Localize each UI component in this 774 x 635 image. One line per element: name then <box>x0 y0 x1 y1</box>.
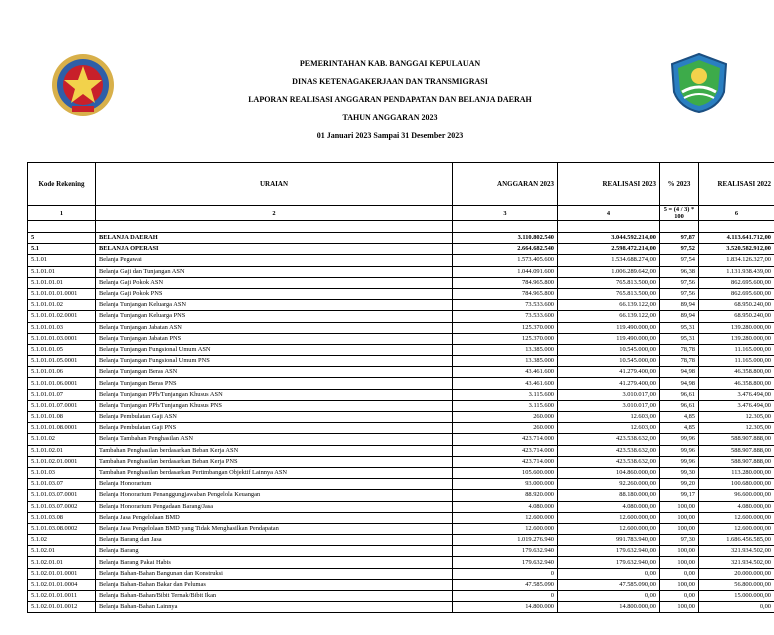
cell-anggaran: 4.080.000 <box>453 501 558 512</box>
cell-anggaran: 43.461.600 <box>453 378 558 389</box>
table-row <box>28 300 774 311</box>
cell-realisasi: 3.010.017,00 <box>558 400 660 411</box>
cell-realisasi: 765.813.500,00 <box>558 288 660 299</box>
cell-anggaran: 73.533.600 <box>453 311 558 322</box>
cell-uraian: Belanja Pembulatan Gaji ASN <box>96 412 453 423</box>
cell-anggaran: 88.920.000 <box>453 490 558 501</box>
cell-kode: 5.1.01.01.08 <box>28 412 96 423</box>
table-row <box>28 333 774 344</box>
col-number: 2 <box>96 206 453 221</box>
cell-realisasi: 423.538.632,00 <box>558 434 660 445</box>
cell-realisasi-lalu: 56.800.000,00 <box>699 579 774 590</box>
cell-anggaran: 179.632.940 <box>453 557 558 568</box>
cell-uraian: Belanja Tunjangan Fungsional Umum PNS <box>96 356 453 367</box>
cell-realisasi-lalu: 12.600.000,00 <box>699 512 774 523</box>
cell-uraian: Belanja Jasa Pengelolaan BMD yang Tidak Menghasilkan Pendapatan <box>96 523 453 534</box>
cell-realisasi: 12.600.000,00 <box>558 523 660 534</box>
cell-realisasi-lalu: 4.113.641.712,00 <box>699 233 774 244</box>
cell-realisasi: 66.139.122,00 <box>558 300 660 311</box>
cell-realisasi: 10.545.000,00 <box>558 356 660 367</box>
spacer-row <box>28 221 774 233</box>
cell-kode: 5.1.01.01.08.0001 <box>28 423 96 434</box>
cell-kode: 5.1.02.01 <box>28 546 96 557</box>
cell-kode: 5.1.01.02.01.0001 <box>28 456 96 467</box>
cell-realisasi-lalu: 321.934.502,00 <box>699 557 774 568</box>
cell-realisasi-lalu: 0,00 <box>699 602 774 613</box>
cell-realisasi: 4.080.000,00 <box>558 501 660 512</box>
cell-anggaran: 1.044.091.600 <box>453 266 558 277</box>
table-row <box>28 602 774 613</box>
cell-realisasi-lalu: 4.080.000,00 <box>699 501 774 512</box>
cell-kode: 5.1.01.01.06.0001 <box>28 378 96 389</box>
cell-uraian: Belanja Bahan-Bahan Bangunan dan Konstruksi <box>96 568 453 579</box>
cell-realisasi-lalu: 11.165.000,00 <box>699 356 774 367</box>
cell-anggaran: 105.600.000 <box>453 467 558 478</box>
table-row <box>28 467 774 478</box>
table-row <box>28 445 774 456</box>
col-number: 1 <box>28 206 96 221</box>
cell-realisasi-lalu: 3.476.494,00 <box>699 389 774 400</box>
cell-uraian: Belanja Bahan-Bahan Bakar dan Pelumas <box>96 579 453 590</box>
cell-persen: 100,00 <box>660 512 699 523</box>
cell-uraian: Belanja Honorarium Pengadaan Barang/Jasa <box>96 501 453 512</box>
cell-uraian: Belanja Pembulatan Gaji PNS <box>96 423 453 434</box>
cell-uraian: Tambahan Penghasilan berdasarkan Beban Kerja ASN <box>96 445 453 456</box>
cell-anggaran: 3.110.802.540 <box>453 233 558 244</box>
cell-persen: 4,85 <box>660 412 699 423</box>
cell-kode: 5.1.01.01.05 <box>28 344 96 355</box>
cell-realisasi-lalu: 12.305,00 <box>699 423 774 434</box>
cell-anggaran: 784.965.800 <box>453 288 558 299</box>
cell-persen: 100,00 <box>660 501 699 512</box>
cell-anggaran: 0 <box>453 568 558 579</box>
cell-realisasi: 423.538.632,00 <box>558 456 660 467</box>
cell-kode: 5.1.02.01.01.0004 <box>28 579 96 590</box>
cell-realisasi-lalu: 68.950.240,00 <box>699 311 774 322</box>
cell-realisasi-lalu: 862.695.600,00 <box>699 277 774 288</box>
cell-kode: 5.1.01.01.03 <box>28 322 96 333</box>
cell-uraian: Belanja Tunjangan Fungsional Umum ASN <box>96 344 453 355</box>
cell-uraian: Belanja Gaji Pokok ASN <box>96 277 453 288</box>
table-row <box>28 255 774 266</box>
cell-uraian: Belanja Tunjangan Keluarga PNS <box>96 311 453 322</box>
cell-uraian: Belanja Honorarium <box>96 479 453 490</box>
cell-kode: 5.1.02.01.01.0011 <box>28 591 96 602</box>
cell-kode: 5.1.01.01.07 <box>28 389 96 400</box>
cell-persen: 100,00 <box>660 579 699 590</box>
cell-persen: 94,98 <box>660 378 699 389</box>
table-row <box>28 501 774 512</box>
cell-persen: 99,30 <box>660 467 699 478</box>
cell-realisasi: 1.534.688.274,00 <box>558 255 660 266</box>
cell-anggaran: 12.600.000 <box>453 512 558 523</box>
cell-persen: 100,00 <box>660 602 699 613</box>
cell-realisasi-lalu: 862.695.600,00 <box>699 288 774 299</box>
table-row <box>28 523 774 534</box>
table-row <box>28 490 774 501</box>
cell-realisasi: 765.813.500,00 <box>558 277 660 288</box>
cell-realisasi-lalu: 12.305,00 <box>699 412 774 423</box>
cell-anggaran: 0 <box>453 591 558 602</box>
cell-uraian: Belanja Tunjangan Beras ASN <box>96 367 453 378</box>
cell-persen: 97,56 <box>660 288 699 299</box>
table-row <box>28 546 774 557</box>
table-row <box>28 356 774 367</box>
cell-kode: 5.1.01.01.02 <box>28 300 96 311</box>
table-row <box>28 568 774 579</box>
cell-persen: 95,31 <box>660 333 699 344</box>
cell-uraian: Tambahan Penghasilan berdasarkan Beban Kerja PNS <box>96 456 453 467</box>
cell-persen: 4,85 <box>660 423 699 434</box>
cell-kode: 5.1.01.01.03.0001 <box>28 333 96 344</box>
cell-kode: 5.1.01.03.08.0002 <box>28 523 96 534</box>
cell-persen: 99,96 <box>660 456 699 467</box>
cell-realisasi-lalu: 588.907.888,00 <box>699 434 774 445</box>
col-header-realisasi-lalu: REALISASI 2022 <box>699 163 774 206</box>
cell-kode: 5.1.01.01.05.0001 <box>28 356 96 367</box>
cell-realisasi: 47.585.090,00 <box>558 579 660 590</box>
cell-anggaran: 12.600.000 <box>453 523 558 534</box>
table-row <box>28 412 774 423</box>
cell-anggaran: 13.385.000 <box>453 344 558 355</box>
cell-anggaran: 260.000 <box>453 423 558 434</box>
agency-name: DINAS KETENAGAKERJAAN DAN TRANSMIGRASI <box>292 77 488 86</box>
cell-anggaran: 179.632.940 <box>453 546 558 557</box>
cell-realisasi: 41.279.400,00 <box>558 378 660 389</box>
cell-realisasi-lalu: 1.834.126.327,00 <box>699 255 774 266</box>
cell-uraian: Belanja Bahan-Bahan/Bibit Ternak/Bibit Ikan <box>96 591 453 602</box>
cell-persen: 89,94 <box>660 300 699 311</box>
col-number: 6 <box>699 206 774 221</box>
table-row <box>28 378 774 389</box>
cell-uraian: Belanja Pegawai <box>96 255 453 266</box>
col-number: 4 <box>558 206 660 221</box>
cell-realisasi: 10.545.000,00 <box>558 344 660 355</box>
col-header-kode: Kode Rekening <box>28 163 96 206</box>
cell-persen: 99,20 <box>660 479 699 490</box>
cell-kode: 5.1.01.01.07.0001 <box>28 400 96 411</box>
cell-kode: 5 <box>28 233 96 244</box>
cell-kode: 5.1.01 <box>28 255 96 266</box>
cell-realisasi-lalu: 11.165.000,00 <box>699 344 774 355</box>
table-row <box>28 557 774 568</box>
cell-persen: 97,87 <box>660 233 699 244</box>
cell-uraian: Belanja Honorarium Penanggungjawaban Pengelola Keuangan <box>96 490 453 501</box>
cell-anggaran: 13.385.000 <box>453 356 558 367</box>
cell-realisasi: 66.139.122,00 <box>558 311 660 322</box>
cell-persen: 78,78 <box>660 356 699 367</box>
cell-persen: 97,52 <box>660 244 699 255</box>
cell-realisasi-lalu: 20.000.000,00 <box>699 568 774 579</box>
cell-kode: 5.1 <box>28 244 96 255</box>
cell-realisasi: 12.603,00 <box>558 423 660 434</box>
cell-anggaran: 47.585.090 <box>453 579 558 590</box>
cell-realisasi-lalu: 588.907.888,00 <box>699 456 774 467</box>
cell-kode: 5.1.01.02 <box>28 434 96 445</box>
cell-uraian: Belanja Tunjangan Beras PNS <box>96 378 453 389</box>
cell-anggaran: 784.965.800 <box>453 277 558 288</box>
table-row <box>28 233 774 244</box>
table-row <box>28 244 774 255</box>
cell-anggaran: 423.714.000 <box>453 434 558 445</box>
cell-kode: 5.1.01.03.08 <box>28 512 96 523</box>
table-row <box>28 344 774 355</box>
cell-anggaran: 1.019.276.940 <box>453 535 558 546</box>
cell-persen: 99,96 <box>660 434 699 445</box>
cell-uraian: Belanja Tambahan Penghasilan ASN <box>96 434 453 445</box>
cell-uraian: Belanja Barang dan Jasa <box>96 535 453 546</box>
cell-realisasi-lalu: 588.907.888,00 <box>699 445 774 456</box>
cell-kode: 5.1.02 <box>28 535 96 546</box>
cell-realisasi-lalu: 139.280.000,00 <box>699 322 774 333</box>
cell-realisasi: 0,00 <box>558 591 660 602</box>
table-row <box>28 512 774 523</box>
cell-realisasi: 88.180.000,00 <box>558 490 660 501</box>
cell-anggaran: 125.370.000 <box>453 322 558 333</box>
cell-persen: 0,00 <box>660 591 699 602</box>
cell-kode: 5.1.01.02.01 <box>28 445 96 456</box>
cell-realisasi: 119.490.000,00 <box>558 322 660 333</box>
cell-anggaran: 3.115.600 <box>453 400 558 411</box>
cell-realisasi: 3.010.017,00 <box>558 389 660 400</box>
cell-uraian: Belanja Bahan-Bahan Lainnya <box>96 602 453 613</box>
garuda-emblem-icon <box>50 52 116 118</box>
cell-uraian: Belanja Gaji Pokok PNS <box>96 288 453 299</box>
table-row <box>28 266 774 277</box>
cell-persen: 100,00 <box>660 557 699 568</box>
table-row <box>28 277 774 288</box>
col-header-uraian: URAIAN <box>96 163 453 206</box>
cell-kode: 5.1.01.03.07.0002 <box>28 501 96 512</box>
cell-uraian: BELANJA DAERAH <box>96 233 453 244</box>
report-header <box>0 0 774 160</box>
cell-uraian: Belanja Jasa Pengelolaan BMD <box>96 512 453 523</box>
cell-uraian: Belanja Tunjangan Jabatan PNS <box>96 333 453 344</box>
cell-realisasi: 12.600.000,00 <box>558 512 660 523</box>
table-row <box>28 423 774 434</box>
cell-persen: 100,00 <box>660 546 699 557</box>
cell-persen: 0,00 <box>660 568 699 579</box>
cell-kode: 5.1.01.03 <box>28 467 96 478</box>
cell-kode: 5.1.02.01.01.0012 <box>28 602 96 613</box>
cell-kode: 5.1.01.01.02.0001 <box>28 311 96 322</box>
table-row <box>28 389 774 400</box>
col-header-persen: % 2023 <box>660 163 699 206</box>
report-period: 01 Januari 2023 Sampai 31 Desember 2023 <box>316 131 464 140</box>
cell-anggaran: 43.461.600 <box>453 367 558 378</box>
cell-realisasi-lalu: 100.680.000,00 <box>699 479 774 490</box>
cell-realisasi: 423.538.632,00 <box>558 445 660 456</box>
cell-realisasi: 12.603,00 <box>558 412 660 423</box>
cell-kode: 5.1.02.01.01 <box>28 557 96 568</box>
cell-persen: 100,00 <box>660 523 699 534</box>
cell-anggaran: 3.115.600 <box>453 389 558 400</box>
cell-anggaran: 14.800.000 <box>453 602 558 613</box>
cell-realisasi-lalu: 46.358.800,00 <box>699 367 774 378</box>
cell-anggaran: 260.000 <box>453 412 558 423</box>
cell-uraian: BELANJA OPERASI <box>96 244 453 255</box>
cell-realisasi: 92.260.000,00 <box>558 479 660 490</box>
cell-persen: 97,56 <box>660 277 699 288</box>
cell-persen: 96,38 <box>660 266 699 277</box>
report-title: LAPORAN REALISASI ANGGARAN PENDAPATAN DAN BELANJA DAERAH <box>248 95 532 104</box>
col-header-anggaran: ANGGARAN 2023 <box>453 163 558 206</box>
report-titles <box>120 55 660 145</box>
cell-realisasi: 179.632.940,00 <box>558 546 660 557</box>
table-body <box>28 233 774 613</box>
cell-kode: 5.1.01.01.01 <box>28 277 96 288</box>
cell-realisasi: 991.783.940,00 <box>558 535 660 546</box>
cell-uraian: Belanja Barang <box>96 546 453 557</box>
budget-realization-table <box>27 162 774 613</box>
cell-realisasi-lalu: 96.600.000,00 <box>699 490 774 501</box>
cell-anggaran: 93.000.000 <box>453 479 558 490</box>
fiscal-year: TAHUN ANGGARAN 2023 <box>342 113 438 122</box>
table-row <box>28 535 774 546</box>
col-number: 3 <box>453 206 558 221</box>
cell-realisasi-lalu: 12.600.000,00 <box>699 523 774 534</box>
cell-persen: 95,31 <box>660 322 699 333</box>
cell-realisasi-lalu: 3.520.582.912,00 <box>699 244 774 255</box>
cell-anggaran: 125.370.000 <box>453 333 558 344</box>
cell-realisasi-lalu: 3.476.494,00 <box>699 400 774 411</box>
cell-realisasi-lalu: 15.000.000,00 <box>699 591 774 602</box>
cell-persen: 96,61 <box>660 389 699 400</box>
cell-uraian: Belanja Barang Pakai Habis <box>96 557 453 568</box>
cell-kode: 5.1.02.01.01.0001 <box>28 568 96 579</box>
cell-uraian: Belanja Gaji dan Tunjangan ASN <box>96 266 453 277</box>
cell-persen: 99,96 <box>660 445 699 456</box>
cell-persen: 99,17 <box>660 490 699 501</box>
cell-realisasi-lalu: 139.280.000,00 <box>699 333 774 344</box>
col-number: 5 = (4 / 3) * 100 <box>660 206 699 221</box>
cell-realisasi-lalu: 1.131.938.439,00 <box>699 266 774 277</box>
cell-realisasi-lalu: 113.280.000,00 <box>699 467 774 478</box>
cell-anggaran: 2.664.682.540 <box>453 244 558 255</box>
table-row <box>28 400 774 411</box>
table-row <box>28 579 774 590</box>
cell-persen: 96,61 <box>660 400 699 411</box>
table-row <box>28 322 774 333</box>
cell-realisasi: 1.006.289.642,00 <box>558 266 660 277</box>
cell-uraian: Belanja Tunjangan Keluarga ASN <box>96 300 453 311</box>
cell-kode: 5.1.01.03.07 <box>28 479 96 490</box>
cell-uraian: Belanja Tunjangan PPh/Tunjangan Khusus ASN <box>96 389 453 400</box>
cell-realisasi-lalu: 1.686.456.585,00 <box>699 535 774 546</box>
cell-persen: 78,78 <box>660 344 699 355</box>
cell-realisasi: 2.598.472.214,00 <box>558 244 660 255</box>
cell-realisasi: 179.632.940,00 <box>558 557 660 568</box>
government-name: PEMERINTAHAN KAB. BANGGAI KEPULAUAN <box>299 59 481 68</box>
table-row <box>28 456 774 467</box>
col-header-realisasi: REALISASI 2023 <box>558 163 660 206</box>
cell-persen: 97,54 <box>660 255 699 266</box>
regency-crest-icon <box>668 52 730 114</box>
cell-kode: 5.1.01.03.07.0001 <box>28 490 96 501</box>
cell-kode: 5.1.01.01.06 <box>28 367 96 378</box>
cell-uraian: Belanja Tunjangan Jabatan ASN <box>96 322 453 333</box>
table-row <box>28 434 774 445</box>
cell-realisasi-lalu: 68.950.240,00 <box>699 300 774 311</box>
cell-realisasi-lalu: 321.934.502,00 <box>699 546 774 557</box>
cell-kode: 5.1.01.01 <box>28 266 96 277</box>
cell-persen: 89,94 <box>660 311 699 322</box>
table-row <box>28 311 774 322</box>
cell-uraian: Belanja Tunjangan PPh/Tunjangan Khusus PNS <box>96 400 453 411</box>
cell-anggaran: 423.714.000 <box>453 456 558 467</box>
cell-realisasi: 14.800.000,00 <box>558 602 660 613</box>
cell-uraian: Tambahan Penghasilan berdasarkan Pertimbangan Objektif Lainnya ASN <box>96 467 453 478</box>
cell-realisasi: 0,00 <box>558 568 660 579</box>
table-row <box>28 288 774 299</box>
cell-realisasi-lalu: 46.358.800,00 <box>699 378 774 389</box>
cell-anggaran: 1.573.405.600 <box>453 255 558 266</box>
cell-persen: 94,98 <box>660 367 699 378</box>
cell-kode: 5.1.01.01.01.0001 <box>28 288 96 299</box>
cell-realisasi: 41.279.400,00 <box>558 367 660 378</box>
cell-anggaran: 423.714.000 <box>453 445 558 456</box>
cell-persen: 97,30 <box>660 535 699 546</box>
table-row <box>28 367 774 378</box>
table-row <box>28 479 774 490</box>
cell-realisasi: 119.490.000,00 <box>558 333 660 344</box>
cell-realisasi: 3.044.592.214,00 <box>558 233 660 244</box>
cell-realisasi: 104.860.000,00 <box>558 467 660 478</box>
table-row <box>28 591 774 602</box>
cell-anggaran: 73.533.600 <box>453 300 558 311</box>
